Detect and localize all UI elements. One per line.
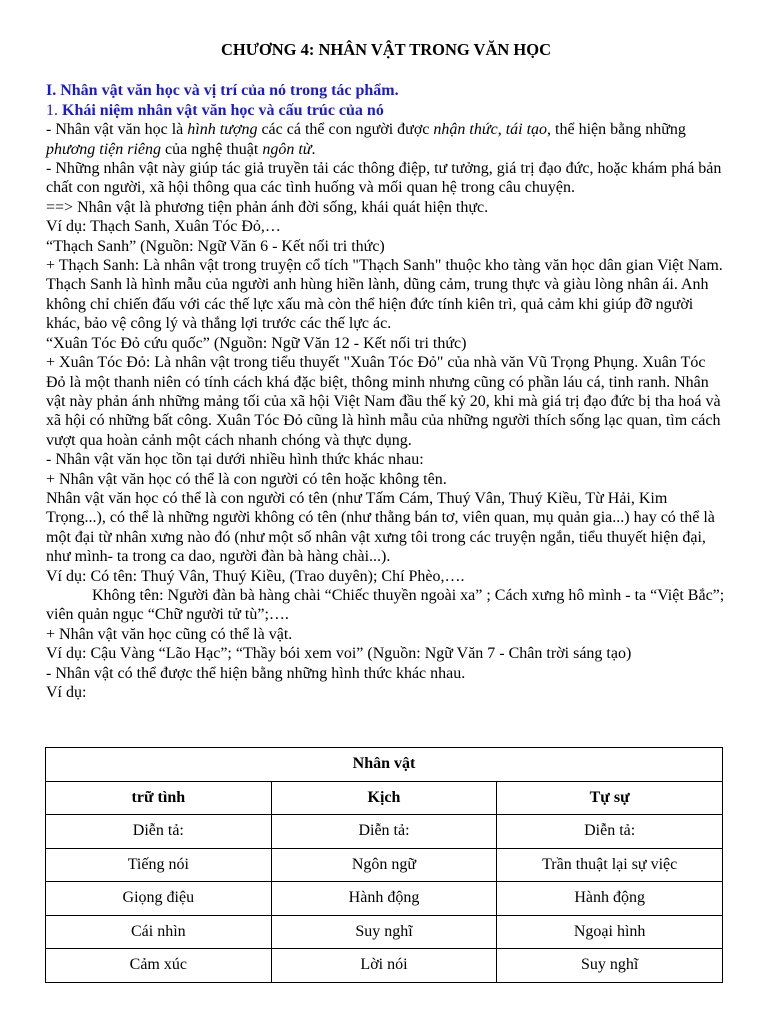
paragraph: Không tên: Người đàn bà hàng chài “Chiếc thuyền ngoài xa” ; Cách xưng hô mình - ta “Việt Bắc”; viên quản ngục “Chữ người tử tù”;…. (46, 586, 725, 624)
chapter-title: CHƯƠNG 4: NHÂN VẬT TRONG VĂN HỌC (220, 40, 552, 59)
table-cell: Ngôn ngữ (271, 848, 497, 882)
paragraph: + Thạch Sanh: Là nhân vật trong truyện cổ tích "Thạch Sanh" thuộc kho tàng văn học dân gian Việt Nam. Thạch Sanh là hình mẫu của người anh hùng hiền lành, dũng cảm, trung thực và giàu lòng nhân ái. Anh không chỉ chiến đấu với các thế lực xấu mà còn thể hiện đức tính kiên trì, quả cảm khi giúp đỡ người khác, bảo vệ công lý và thắng lợi trước các thế lực ác. (46, 257, 723, 333)
paragraph: “Xuân Tóc Đỏ cứu quốc” (Nguồn: Ngữ Văn 12 - Kết nối tri thức) (46, 334, 467, 352)
paragraph: Ví dụ: (46, 684, 87, 701)
text-run: các cá thể con người được (257, 121, 434, 139)
table-row (46, 949, 723, 983)
document-body (46, 40, 726, 702)
paragraph: “Thạch Sanh” (Nguồn: Ngữ Văn 6 - Kết nối tri thức) (46, 237, 385, 255)
paragraph: - Những nhân vật này giúp tác giả truyền tải các thông điệp, tư tưởng, giá trị đạo đức, hoặc khám phá bản chất con người, xã hội thông qua các tình huống và mối quan hệ trong câu chuyện. (46, 160, 722, 197)
table-column-row (46, 781, 723, 815)
text-run: của nghệ thuật (161, 140, 263, 158)
italic-run: tái tạo (505, 121, 548, 139)
paragraph: Nhân vật văn học có thể là con người có tên (như Tấm Cám, Thuý Vân, Thuý Kiều, Từ Hải, Kim Trọng...), có thể là những người không có tên (như thằng bán tơ, viên quan, mụ quản gia...) hay có thể là một đại từ nhân xưng nào đó (như một số nhân vật xưng tôi trong các truyện ngắn, tiểu thuyết hiện đại, như mình- ta trong ca dao, người đàn bà hàng chài...). (46, 489, 715, 566)
table-cell: Suy nghĩ (271, 915, 497, 949)
table-cell: Hành động (497, 882, 723, 916)
paragraph: - Nhân vật có thể được thể hiện bằng những hình thức khác nhau. (46, 664, 466, 682)
table-cell: Diễn tả: (46, 815, 272, 849)
paragraph: + Xuân Tóc Đỏ: Là nhân vật trong tiểu thuyết "Xuân Tóc Đỏ" của nhà văn Vũ Trọng Phụng. Xuân Tóc Đỏ là một thanh niên có tính cách khá đặc biệt, thông minh nhưng cũng có phần láu cá, tinh ranh. Nhân vật này phản ánh những mảng tối của xã hội Việt Nam đầu thế kỷ 20, khi mà giá trị đạo đức bị tha hoá và xã hội có những bất công. Xuân Tóc Đỏ cũng là hình mẫu của những người thích sống lạc quan, tìm cách vượt qua hoàn cảnh một cách nhanh chóng và thực dụng. (46, 354, 721, 449)
table-cell: Giọng điệu (46, 882, 272, 916)
column-header: Kịch (271, 781, 497, 815)
column-header: Tự sự (497, 781, 723, 815)
table-row (46, 848, 723, 882)
text-run: , thể hiện bằng những (547, 121, 686, 139)
table-header-row (46, 748, 723, 782)
table-cell: Trần thuật lại sự việc (497, 848, 723, 882)
table-row (46, 915, 723, 949)
table-title-cell: Nhân vật (46, 748, 723, 782)
table-cell: Ngoại hình (497, 915, 723, 949)
italic-run: phương tiện riêng (46, 140, 162, 158)
paragraph: Ví dụ: Có tên: Thuý Vân, Thuý Kiều, (Trao duyên); Chí Phèo,…. (46, 567, 465, 585)
italic-run: hình tượng (187, 121, 258, 139)
italic-run: ngôn từ (262, 140, 312, 158)
table-cell: Hành động (271, 882, 497, 916)
character-forms-table (45, 747, 723, 983)
italic-run: nhận thức (433, 121, 498, 139)
paragraph: Ví dụ: Cậu Vàng “Lão Hạc”; “Thầy bói xem voi” (Nguồn: Ngữ Văn 7 - Chân trời sáng tạo) (46, 645, 632, 663)
paragraph: Ví dụ: Thạch Sanh, Xuân Tóc Đỏ,… (46, 218, 281, 236)
table-cell: Suy nghĩ (497, 949, 723, 983)
paragraph: + Nhân vật văn học có thể là con người có tên hoặc không tên. (46, 470, 447, 488)
table-cell: Diễn tả: (271, 815, 497, 849)
table-row (46, 815, 723, 849)
table-cell: Cái nhìn (46, 915, 272, 949)
paragraph: ==> Nhân vật là phương tiện phản ánh đời sống, khái quát hiện thực. (46, 198, 489, 216)
text-run: , (497, 121, 506, 139)
section-heading: I. Nhân vật văn học và vị trí của nó trong tác phẩm. (46, 82, 399, 100)
subsection-title: Khái niệm nhân vật văn học và cấu trúc của nó (62, 101, 384, 119)
table-row (46, 882, 723, 916)
definition-paragraph (46, 120, 726, 159)
table-cell: Diễn tả: (497, 815, 723, 849)
table-cell: Cảm xúc (46, 949, 272, 983)
text-run: . (311, 140, 316, 158)
column-header: trữ tình (46, 781, 272, 815)
subsection-number: 1. (46, 101, 58, 119)
paragraph: - Nhân vật văn học tồn tại dưới nhiều hình thức khác nhau: (46, 451, 424, 469)
subsection-heading (46, 101, 726, 120)
paragraph: + Nhân vật văn học cũng có thể là vật. (46, 625, 293, 643)
table-cell: Lời nói (271, 949, 497, 983)
text-run: - Nhân vật văn học là (46, 121, 188, 139)
table-cell: Tiếng nói (46, 848, 272, 882)
